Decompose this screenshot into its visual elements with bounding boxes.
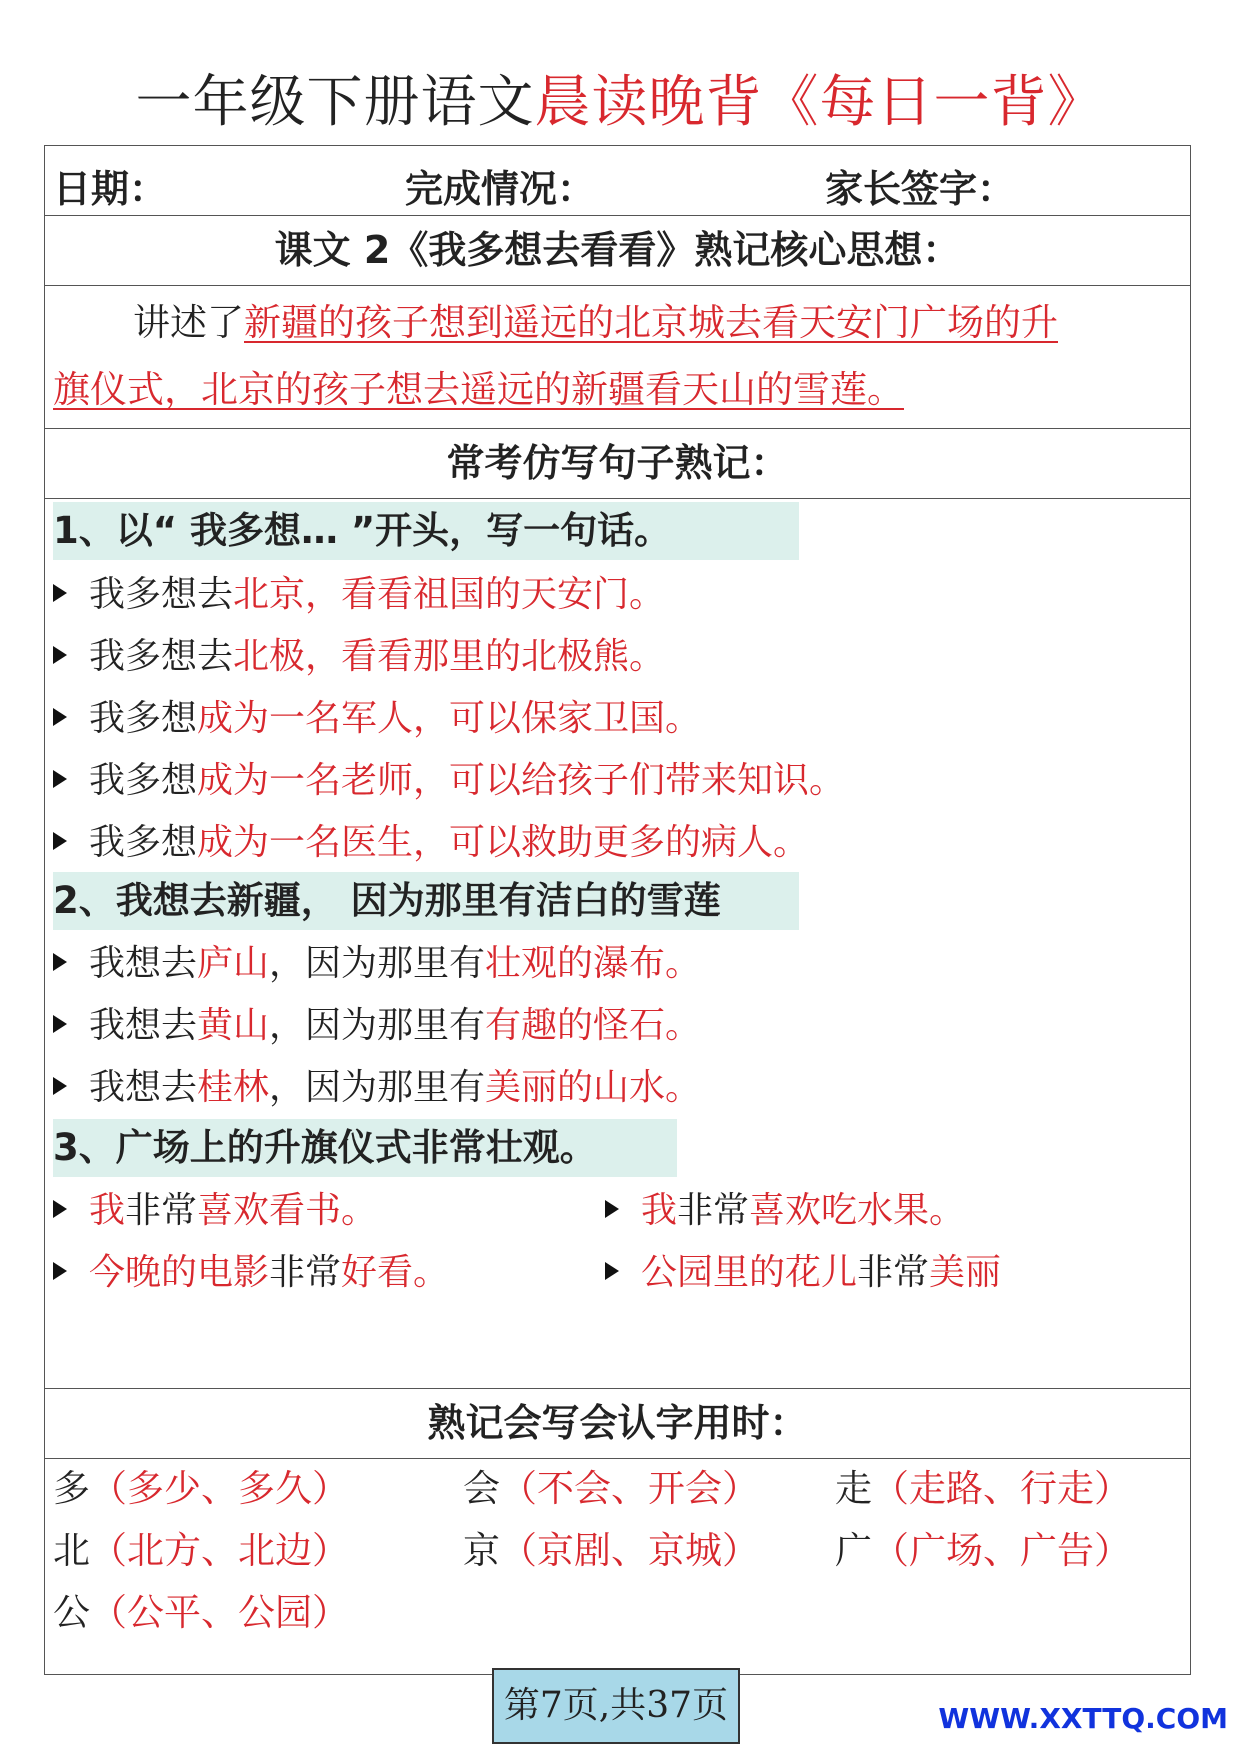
summary-line2: 旗仪式，北京的孩子想去遥远的新疆看天山的雪莲。: [53, 368, 904, 411]
section2-title: 2、我想去新疆， 因为那里有洁白的雪莲: [53, 872, 799, 930]
page-number: 第7页,共37页: [492, 1668, 740, 1744]
char-entry: [835, 1521, 1131, 1581]
item-highlight: 美丽: [929, 1252, 1002, 1293]
char: 会: [463, 1467, 500, 1510]
list-item: [605, 1183, 965, 1239]
list-item: [53, 753, 845, 809]
char-words: （不会、开会）: [500, 1467, 759, 1510]
item-text: ，因为那里有: [269, 1005, 486, 1046]
sentences-section: [45, 499, 1190, 1389]
title-part2: 晨读晚背《每日一背》: [534, 70, 1105, 135]
lesson-heading: 课文 2《我多想去看看》熟记核心思想：: [45, 216, 1190, 286]
item-text: 我多想: [89, 760, 198, 801]
item-highlight: 成为一名医生，可以救助更多的病人。: [197, 822, 810, 863]
list-item: [605, 1245, 1001, 1301]
char-entry: [53, 1583, 349, 1643]
item-highlight: 好看。: [341, 1252, 450, 1293]
characters-heading: 熟记会写会认字用时：: [45, 1389, 1190, 1459]
list-item: [53, 1183, 377, 1239]
item-highlight: 成为一名老师，可以给孩子们带来知识。: [197, 760, 846, 801]
bullet-triangle-icon: [53, 1262, 67, 1280]
item-text: 我想去: [89, 943, 198, 984]
list-item: [53, 815, 809, 871]
title-part1: 一年级下册语文: [135, 70, 535, 135]
char-entry: [53, 1459, 349, 1519]
item-highlight: 今晚的电影: [89, 1252, 270, 1293]
item-text: 我多想: [89, 822, 198, 863]
item-highlight: 有趣的怪石。: [485, 1005, 702, 1046]
bullet-triangle-icon: [605, 1262, 619, 1280]
char-words: （多少、多久）: [90, 1467, 349, 1510]
char-words: （走路、行走）: [872, 1467, 1131, 1510]
char: 北: [53, 1529, 90, 1572]
item-highlight: 成为一名军人，可以保家卫国。: [197, 698, 702, 739]
bullet-triangle-icon: [53, 708, 67, 726]
item-text: 我想去: [89, 1067, 198, 1108]
char: 走: [835, 1467, 872, 1510]
char-entry: [463, 1521, 759, 1581]
char: 公: [53, 1591, 90, 1634]
item-highlight: 庐山: [197, 943, 270, 984]
item-highlight: 喜欢吃水果。: [749, 1190, 966, 1231]
char: 京: [463, 1529, 500, 1572]
bullet-triangle-icon: [53, 953, 67, 971]
char-entry: [53, 1521, 349, 1581]
item-text: 我想去: [89, 1005, 198, 1046]
item-highlight: 北极，看看那里的北极熊。: [233, 636, 666, 677]
page-title: [0, 58, 1240, 148]
list-item: [53, 1060, 701, 1116]
item-highlight: 壮观的瀑布。: [485, 943, 702, 984]
item-text: ，因为那里有: [269, 943, 486, 984]
section1-title: 1、以“ 我多想… ”开头，写一句话。: [53, 502, 799, 560]
item-highlight: 我: [89, 1190, 126, 1231]
date-label: 日期：: [53, 167, 168, 211]
list-item: [53, 936, 701, 992]
bullet-triangle-icon: [53, 1015, 67, 1033]
bullet-triangle-icon: [53, 770, 67, 788]
summary-line1: 新疆的孩子想到遥远的北京城去看天安门广场的升: [244, 301, 1058, 344]
item-highlight: 我: [641, 1190, 678, 1231]
list-item: [53, 629, 665, 685]
bullet-triangle-icon: [53, 1200, 67, 1218]
char-words: （京剧、京城）: [500, 1529, 759, 1572]
item-highlight: 公园里的花儿: [641, 1252, 858, 1293]
section3-title: 3、广场上的升旗仪式非常壮观。: [53, 1119, 677, 1177]
bullet-triangle-icon: [605, 1200, 619, 1218]
item-highlight: 北京，看看祖国的天安门。: [233, 574, 666, 615]
char-entry: [463, 1459, 759, 1519]
list-item: [53, 998, 701, 1054]
bullet-triangle-icon: [53, 646, 67, 664]
list-item: [53, 1245, 449, 1301]
sentences-heading: 常考仿写句子熟记：: [45, 429, 1190, 499]
char-words: （公平、公园）: [90, 1591, 349, 1634]
lesson-summary: [45, 286, 1190, 429]
item-text: 我多想去: [89, 636, 234, 677]
item-highlight: 黄山: [197, 1005, 270, 1046]
bullet-triangle-icon: [53, 832, 67, 850]
site-watermark: WWW.XXTTQ.COM: [938, 1702, 1228, 1735]
summary-lead: 讲述了: [133, 301, 244, 344]
item-text: ，因为那里有: [269, 1067, 486, 1108]
item-highlight: 美丽的山水。: [485, 1067, 702, 1108]
item-text: 我多想去: [89, 574, 234, 615]
parent-sign-label: 家长签字：: [825, 167, 1016, 211]
header-row: [45, 146, 1190, 216]
char-entry: [835, 1459, 1131, 1519]
status-label: 完成情况：: [405, 167, 596, 211]
bullet-triangle-icon: [53, 1077, 67, 1095]
char: 多: [53, 1467, 90, 1510]
list-item: [53, 691, 701, 747]
characters-list: [45, 1459, 1190, 1674]
list-item: [53, 567, 665, 623]
item-text: 非常: [269, 1252, 342, 1293]
char: 广: [835, 1529, 872, 1572]
bullet-triangle-icon: [53, 584, 67, 602]
item-text: 非常: [677, 1190, 750, 1231]
item-text: 我多想: [89, 698, 198, 739]
char-words: （北方、北边）: [90, 1529, 349, 1572]
char-words: （广场、广告）: [872, 1529, 1131, 1572]
item-highlight: 桂林: [197, 1067, 270, 1108]
item-highlight: 喜欢看书。: [197, 1190, 378, 1231]
item-text: 非常: [857, 1252, 930, 1293]
item-text: 非常: [125, 1190, 198, 1231]
worksheet-table: [44, 145, 1191, 1675]
